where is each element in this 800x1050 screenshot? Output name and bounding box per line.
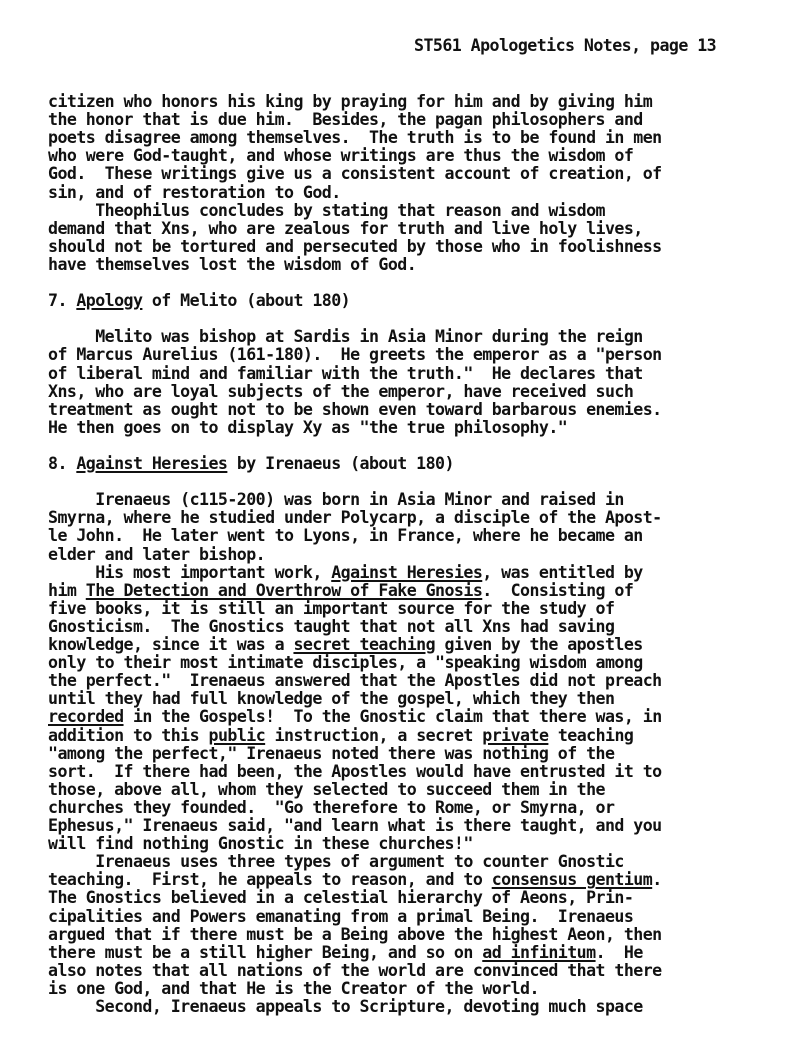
text-segment: 8. — [48, 454, 77, 473]
text-segment: . Consisting of — [482, 580, 634, 600]
text-segment: "among the perfect," Irenaeus noted there was nothing of the — [48, 743, 615, 763]
text-segment: him — [48, 580, 86, 600]
text-line — [48, 889, 633, 907]
text-segment: . — [652, 870, 662, 890]
text-segment: there must be a still higher Being, and so on — [48, 942, 483, 962]
text-line — [48, 871, 662, 889]
text-line — [48, 799, 614, 817]
text-segment: Gnosticism. The Gnostics taught that not all Xns had saving — [48, 616, 615, 636]
text-line — [48, 618, 614, 636]
text-line — [48, 690, 614, 708]
underlined-title: private — [482, 725, 549, 745]
text-line — [48, 745, 614, 763]
underlined-title: ad infinitum — [482, 942, 596, 962]
text-segment: have themselves lost the wisdom of God. — [48, 254, 417, 274]
text-line — [48, 817, 662, 835]
text-line — [48, 455, 454, 473]
text-segment: knowledge, since it was a — [48, 635, 294, 654]
text-segment: the perfect." Irenaeus answered that the Apostles did not preach — [48, 671, 662, 691]
underlined-title: Apology — [76, 291, 143, 311]
text-line — [48, 672, 662, 690]
text-line — [48, 727, 633, 745]
text-line — [48, 926, 662, 944]
text-line — [48, 980, 539, 998]
text-segment: only to their most intimate disciples, a "speaking wisdom among — [48, 653, 643, 673]
text-segment: God. These writings give us a consistent account of creation, of — [48, 164, 662, 184]
text-line — [48, 346, 662, 364]
text-segment: teaching — [548, 725, 634, 745]
text-line — [48, 509, 662, 527]
text-segment: cipalities and Powers emanating from a primal Being. Irenaeus — [48, 906, 634, 926]
text-segment: who were God-taught, and whose writings are thus the wisdom of — [48, 146, 634, 166]
text-segment: also notes that all nations of the world are convinced that there — [48, 960, 662, 980]
text-line — [48, 600, 614, 618]
text-segment: elder and later bishop. — [48, 544, 266, 564]
text-line — [48, 111, 643, 129]
text-segment: addition to this — [48, 725, 209, 745]
text-line — [48, 654, 643, 672]
text-line — [48, 419, 567, 437]
text-line — [48, 781, 605, 799]
text-line — [48, 256, 416, 274]
text-segment: Xns, who are loyal subjects of the emperor, have received such — [48, 381, 634, 401]
text-line — [48, 853, 624, 871]
text-line — [48, 564, 643, 582]
text-segment: churches they founded. "Go therefore to Rome, or Smyrna, or — [48, 797, 615, 817]
text-segment: in the Gospels! To the Gnostic claim that there was, in — [123, 707, 662, 727]
underlined-title: Against Heresies — [76, 454, 228, 473]
text-segment: those, above all, whom they selected to succeed them in the — [48, 779, 605, 799]
text-line — [48, 202, 605, 220]
text-line — [48, 763, 662, 781]
text-segment: , was entitled by — [482, 562, 643, 582]
text-segment: Irenaeus (c115-200) was born in Asia Minor and raised in — [48, 490, 624, 510]
text-line — [48, 129, 662, 147]
text-line — [48, 220, 643, 238]
text-segment: . He — [595, 942, 643, 962]
text-line — [48, 998, 643, 1016]
text-segment: argued that if there must be a Being above the highest Aeon, then — [48, 924, 662, 944]
text-segment: the honor that is due him. Besides, the pagan philosophers and — [48, 110, 643, 130]
underlined-title: The Detection and Overthrow of Fake Gnosis — [85, 580, 483, 600]
text-segment: will find nothing Gnostic in these churches!" — [48, 834, 473, 854]
text-segment: demand that Xns, who are zealous for truth and live holy lives, — [48, 218, 643, 238]
text-line — [48, 636, 643, 654]
text-segment: treatment as ought not to be shown even toward barbarous enemies. — [48, 399, 662, 419]
text-segment: Melito was bishop at Sardis in Asia Minor during the reign — [48, 327, 643, 347]
text-line — [48, 835, 473, 853]
text-line — [48, 962, 662, 980]
text-line — [48, 93, 652, 111]
text-segment: five books, it is still an important source for the study of — [48, 598, 615, 618]
text-line — [48, 401, 662, 419]
text-segment: His most important work, — [48, 562, 332, 582]
text-line — [48, 365, 643, 383]
text-segment: poets disagree among themselves. The truth is to be found in men — [48, 128, 662, 148]
underlined-title: recorded — [48, 707, 124, 727]
text-line — [48, 708, 662, 726]
text-line — [48, 546, 265, 564]
text-segment: Ephesus," Irenaeus said, "and learn what is there taught, and you — [48, 816, 662, 835]
text-segment: le John. He later went to Lyons, in France, where he became an — [48, 526, 643, 546]
text-segment: citizen who honors his king by praying for him and by giving him — [48, 92, 653, 111]
underlined-title: consensus gentium — [491, 870, 653, 890]
text-line — [48, 328, 643, 346]
underlined-title: Against Heresies — [331, 562, 483, 582]
underlined-title: public — [208, 725, 266, 745]
text-segment: instruction, a secret — [265, 725, 483, 745]
text-line — [48, 165, 662, 183]
text-line — [48, 944, 643, 962]
text-line — [48, 147, 633, 165]
text-line — [48, 908, 633, 926]
text-segment: should not be tortured and persecuted by those who in foolishness — [48, 236, 662, 256]
text-segment: of liberal mind and familiar with the truth." He declares that — [48, 363, 643, 383]
text-segment: sort. If there had been, the Apostles would have entrusted it to — [48, 761, 662, 781]
text-segment: The Gnostics believed in a celestial hierarchy of Aeons, Prin- — [48, 888, 634, 908]
text-line — [48, 292, 350, 310]
text-line — [48, 582, 633, 600]
text-segment: sin, and of restoration to God. — [48, 182, 341, 202]
text-line — [48, 238, 662, 256]
text-segment: He then goes on to display Xy as "the true philosophy." — [48, 417, 568, 437]
underlined-title: secret teaching — [293, 635, 436, 654]
text-segment: 7. — [48, 291, 77, 311]
text-segment: Smyrna, where he studied under Polycarp, a disciple of the Apost- — [48, 508, 662, 528]
page-header: ST561 Apologetics Notes, page 13 — [414, 36, 717, 55]
text-segment: is one God, and that He is the Creator of the world. — [48, 978, 539, 998]
text-segment: given by the apostles — [435, 635, 643, 654]
text-line — [48, 184, 341, 202]
text-line — [48, 527, 643, 545]
text-segment: until they had full knowledge of the gospel, which they then — [48, 689, 615, 709]
text-segment: teaching. First, he appeals to reason, and to — [48, 870, 492, 890]
text-line — [48, 383, 633, 401]
text-segment: Irenaeus uses three types of argument to counter Gnostic — [48, 852, 624, 872]
text-segment: of Marcus Aurelius (161-180). He greets the emperor as a "person — [48, 345, 662, 365]
text-segment: by Irenaeus (about 180) — [227, 454, 454, 473]
text-segment: Second, Irenaeus appeals to Scripture, devoting much space — [48, 997, 643, 1016]
text-segment: Theophilus concludes by stating that reason and wisdom — [48, 200, 605, 220]
text-segment: of Melito (about 180) — [142, 291, 351, 311]
text-line — [48, 491, 624, 509]
